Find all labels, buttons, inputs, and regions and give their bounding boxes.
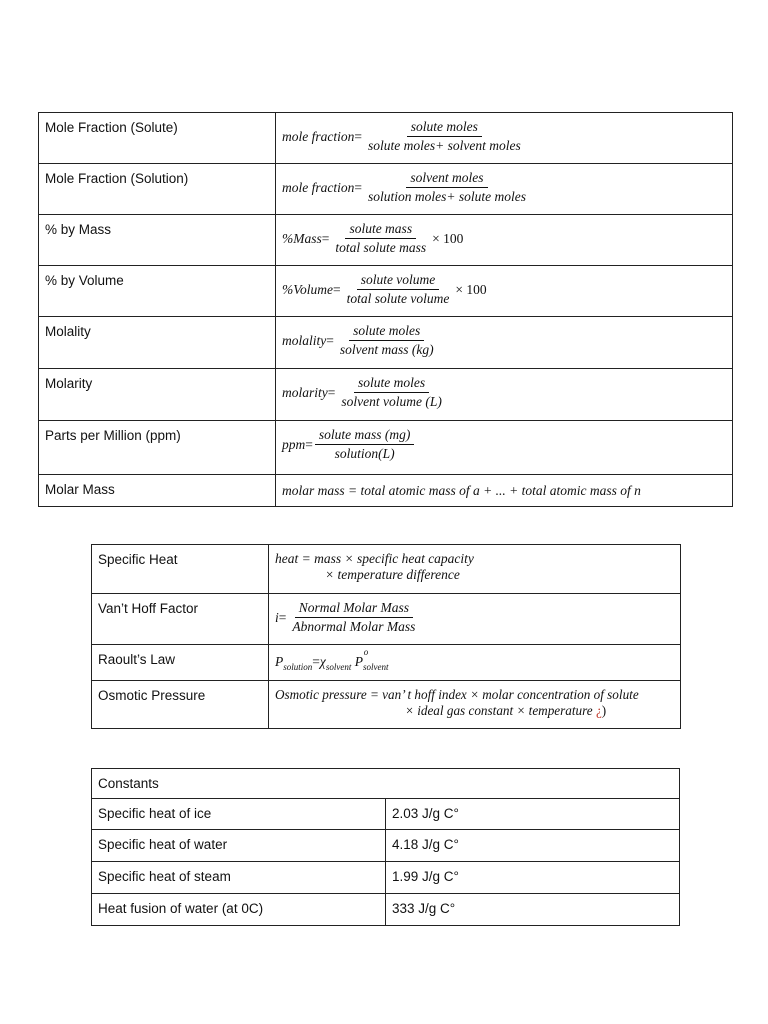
- constants-header: Constants: [92, 769, 680, 799]
- numerator: solute moles: [354, 375, 429, 393]
- formula-lhs: mole fraction: [282, 179, 355, 195]
- formula-text: × ideal gas constant × temperature: [405, 703, 593, 718]
- formula-lhs: %Volume: [282, 281, 333, 297]
- fraction: [288, 600, 419, 635]
- vapor-pressure-term: [354, 647, 369, 670]
- fraction: [364, 170, 530, 205]
- row-label: Molarity: [39, 369, 276, 421]
- table-row: [92, 894, 680, 926]
- row-label: Raoult’s Law: [92, 645, 269, 681]
- formula-cell: mole fraction = $\frac{\text{solute moles}}{\text{solute moles+ solvent moles}}$: [276, 113, 733, 164]
- properties-formulas-table: [91, 544, 681, 729]
- fraction: [336, 323, 438, 358]
- row-label: Osmotic Pressure: [92, 681, 269, 729]
- constant-value: 333 J/g C°: [386, 894, 680, 926]
- denominator: solution moles+ solute moles: [368, 189, 526, 204]
- formula-lhs: mole fraction: [282, 128, 355, 144]
- formula-lhs: ppm: [282, 436, 306, 452]
- denominator: total solute mass: [335, 240, 427, 255]
- numerator: solute mass: [345, 221, 416, 239]
- denominator: solvent mass (kg): [339, 342, 434, 357]
- row-label: % by Mass: [39, 215, 276, 266]
- table-row: [92, 681, 681, 729]
- table-row: [92, 799, 680, 830]
- constant-name: Specific heat of ice: [92, 799, 386, 830]
- mole-fraction-symbol: χ: [319, 654, 326, 669]
- render-error-glyph: ¿: [595, 703, 602, 718]
- formula-lhs: %Mass: [282, 230, 322, 246]
- table-header-row: [92, 769, 680, 799]
- formula-lhs: molality: [282, 332, 327, 348]
- formula-cell: molality = $\frac{\text{solute moles}}{\text{solvent mass (kg)}}$: [276, 317, 733, 369]
- numerator: solute moles: [349, 323, 424, 341]
- denominator: total solute volume: [346, 291, 450, 306]
- numerator: solvent moles: [406, 170, 487, 188]
- table-row: [92, 545, 681, 594]
- numerator: solute mass (mg): [315, 427, 415, 445]
- raoult-formula: $P_{solution}=\chi_{solvent}$ P o $_{solvent}$: [269, 645, 681, 681]
- fraction: [337, 375, 445, 410]
- table-row: [39, 369, 733, 421]
- vant-hoff-formula: i = $\frac{\text{Normal Molar Mass}}{\text{Abnormal Molar Mass}}$: [269, 594, 681, 645]
- denominator: solution(L): [334, 446, 395, 461]
- table-row: [92, 594, 681, 645]
- fraction: [343, 272, 454, 307]
- table-row: [39, 113, 733, 164]
- constant-value: 4.18 J/g C°: [386, 830, 680, 862]
- denominator: solute moles+ solvent moles: [368, 138, 521, 153]
- row-label: Specific Heat: [92, 545, 269, 594]
- row-label: Mole Fraction (Solution): [39, 164, 276, 215]
- formula-line: × temperature difference: [325, 567, 460, 582]
- constant-name: Specific heat of steam: [92, 862, 386, 894]
- constant-name: Heat fusion of water (at 0C): [92, 894, 386, 926]
- table-row: [39, 266, 733, 317]
- fraction: [331, 221, 430, 256]
- multiplier: × 100: [432, 230, 464, 246]
- formula-cell: molar mass = total atomic mass of a + ... + total atomic mass of n: [276, 475, 733, 507]
- row-label: % by Volume: [39, 266, 276, 317]
- numerator: solute volume: [357, 272, 440, 290]
- denominator: solvent volume (L): [341, 394, 442, 409]
- formula-line: Osmotic pressure = van’ t hoff index × molar concentration of solute: [275, 687, 639, 702]
- table-row: [39, 215, 733, 266]
- fraction: [364, 119, 525, 154]
- table-row: [92, 830, 680, 862]
- row-label: Parts per Million (ppm): [39, 421, 276, 475]
- concentration-formulas-table: [38, 112, 733, 507]
- row-label: Molality: [39, 317, 276, 369]
- row-label: Mole Fraction (Solute): [39, 113, 276, 164]
- numerator: solute moles: [407, 119, 482, 137]
- fraction: [315, 427, 415, 462]
- formula-cell: %Mass = $\frac{\text{solute mass}}{\text{total solute mass}}$ × 100: [276, 215, 733, 266]
- multiplier: × 100: [455, 281, 487, 297]
- constants-table: [91, 768, 680, 926]
- formula-line: heat = mass × specific heat capacity: [275, 551, 474, 566]
- row-label: Van’t Hoff Factor: [92, 594, 269, 645]
- table-row: [92, 645, 681, 681]
- constant-name: Specific heat of water: [92, 830, 386, 862]
- table-row: [39, 421, 733, 475]
- specific-heat-formula: [269, 545, 681, 594]
- formula-line: [275, 703, 675, 719]
- constant-value: 1.99 J/g C°: [386, 862, 680, 894]
- formula-lhs: i: [275, 609, 279, 625]
- numerator: Normal Molar Mass: [295, 600, 413, 618]
- formula-lhs: molarity: [282, 384, 328, 400]
- formula-cell: ppm = $\frac{\text{solute mass (mg)}}{\text{solution(L)}}$: [276, 421, 733, 475]
- subscript: solvent: [362, 662, 389, 672]
- constant-value: 2.03 J/g C°: [386, 799, 680, 830]
- formula-cell: mole fraction = $\frac{\text{solvent moles}}{\text{solution moles+ solute moles}}$: [276, 164, 733, 215]
- table-row: [39, 317, 733, 369]
- table-row: [39, 475, 733, 507]
- subscript: solution: [283, 662, 313, 672]
- formula-cell: %Volume = $\frac{\text{solute volume}}{\text{total solute volume}}$ × 100: [276, 266, 733, 317]
- formula-cell: molarity = $\frac{\text{solute moles}}{\text{solvent volume (L)}}$: [276, 369, 733, 421]
- row-label: Molar Mass: [39, 475, 276, 507]
- table-row: [92, 862, 680, 894]
- subscript: solvent: [325, 662, 352, 672]
- superscript: o: [363, 647, 369, 657]
- pressure-symbol: P: [275, 654, 284, 669]
- osmotic-pressure-formula: [269, 681, 681, 729]
- pressure-symbol: P: [354, 654, 363, 669]
- closing-paren: ): [601, 703, 607, 718]
- table-row: [39, 164, 733, 215]
- denominator: Abnormal Molar Mass: [292, 619, 416, 634]
